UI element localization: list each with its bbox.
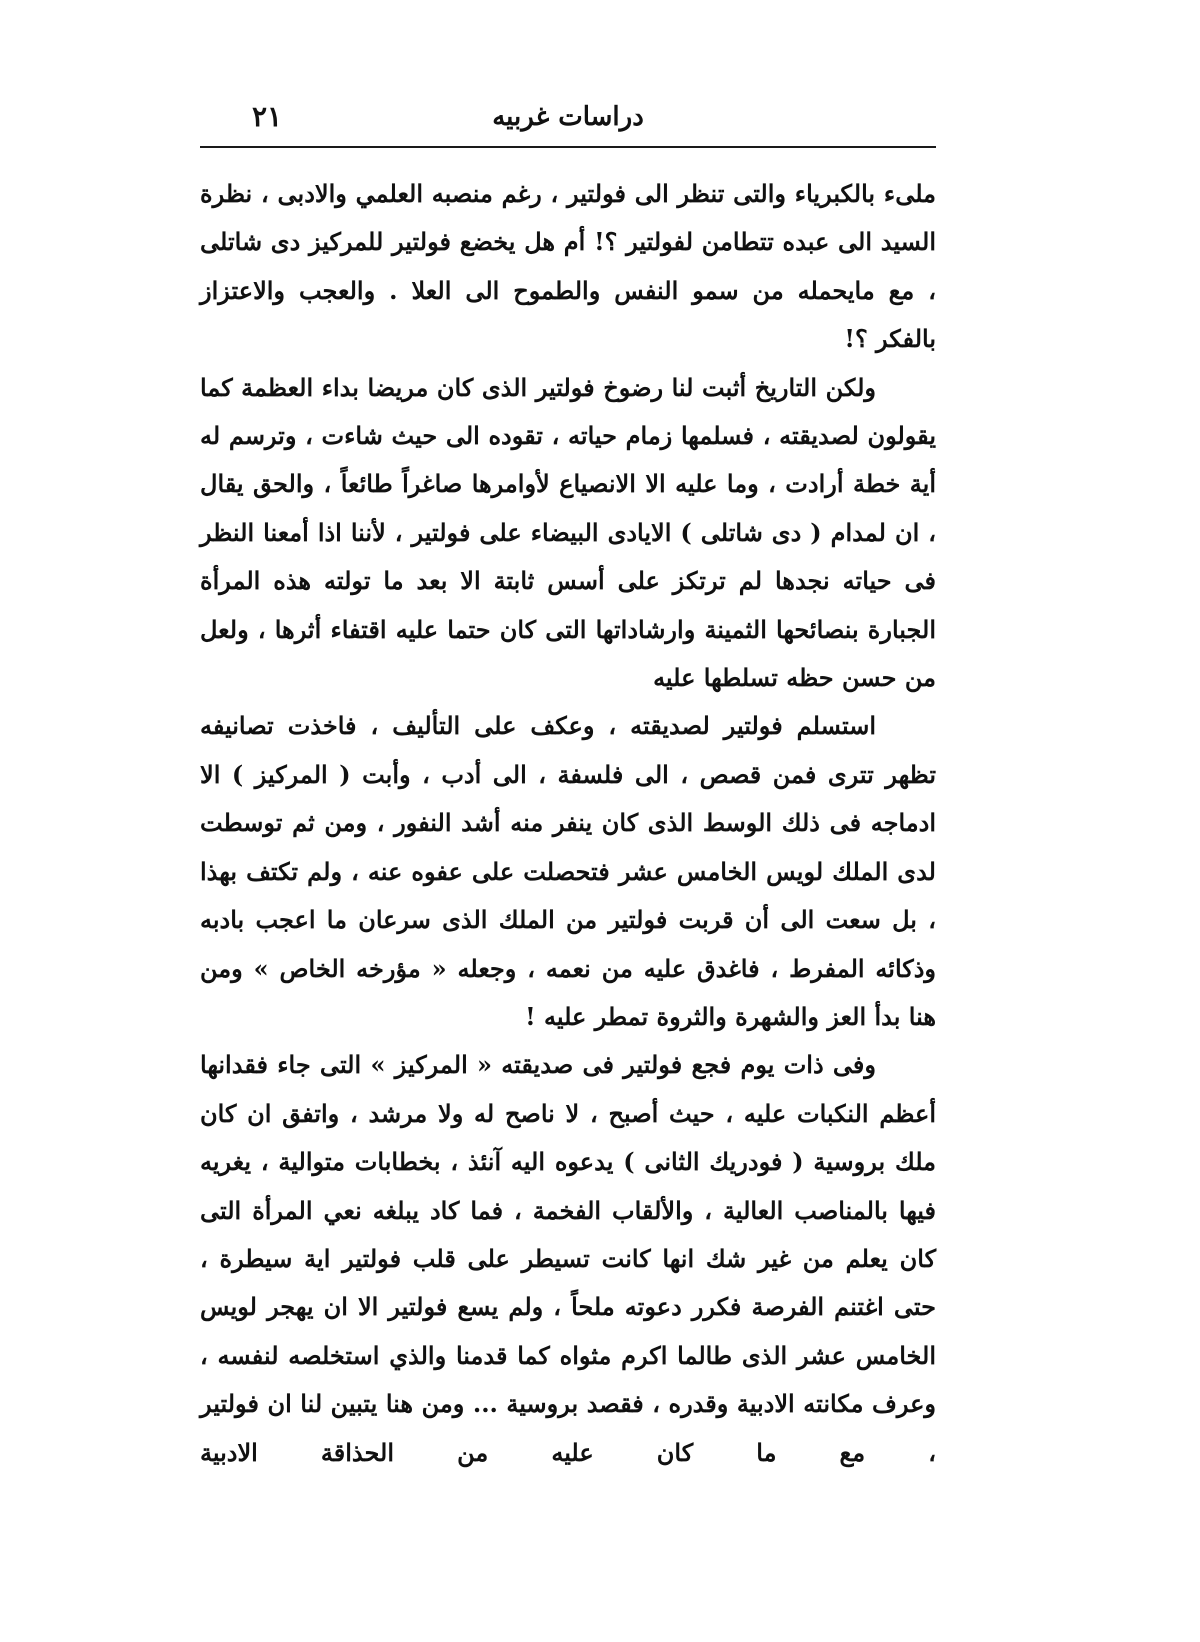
book-page xyxy=(200,96,936,1616)
running-title: دراسات غربيه xyxy=(492,102,644,132)
body-text xyxy=(200,170,936,1477)
paragraph-2: ولكن التاريخ أثبت لنا رضوخ فولتير الذى كان مريضا بداء العظمة كما يقولون لصديقته ، فسلمها زمام حياته ، تقوده الى حيث شاءت ، وترسم له أية خطة أرادت ، وما عليه الا الانصياع لأوامرها صاغراً طائعاً ، والحق يقال ، ان لمدام ( دى شاتلى ) الايادى البيضاء على فولتير ، لأننا اذا أمعنا النظر فى حياته نجدها لم ترتكز على أسس ثابتة الا بعد ما تولته هذه المرأة الجبارة بنصائحها الثمينة وارشاداتها التى كان حتما عليه اقتفاء أثرها ، ولعل من حسن حظه تسلطها عليه xyxy=(200,372,936,693)
page-number: ٢١ xyxy=(252,100,283,133)
running-header xyxy=(200,96,936,148)
paragraph-4: وفى ذات يوم فجع فولتير فى صديقته « المركيز » التى جاء فقدانها أعظم النكبات عليه ، حيث أصبح ، لا ناصح له ولا مرشد ، واتفق ان كان ملك بروسية ( فودريك الثانى ) يدعوه اليه آنئذ ، بخطابات متوالية ، يغريه فيها بالمناصب العالية ، والألقاب الفخمة ، فما كاد يبلغه نعي المرأة التى كان يعلم من غير شك انها كانت تسيطر على قلب فولتير اية سيطرة ، حتى اغتنم الفرصة فكرر دعوته ملحاً ، ولم يسع فولتير الا ان يهجر لويس الخامس عشر الذى طالما اكرم مثواه كما قدمنا والذي استخلصه لنفسه ، وعرف مكانته الادبية وقدره ، فقصد بروسية ... ومن هنا يتبين لنا ان فولتير ، مع ما كان عليه من الحذاقة الادبية xyxy=(200,1050,936,1467)
paragraph-3: استسلم فولتير لصديقته ، وعكف على التأليف ، فاخذت تصانيفه تظهر تترى فمن قصص ، الى فلسفة ، الى أدب ، وأبت ( المركيز ) الا ادماجه فى ذلك الوسط الذى كان ينفر منه أشد النفور ، ومن ثم توسطت لدى الملك لويس الخامس عشر فتحصلت على عفوه عنه ، ولم تكتف بهذا ، بل سعت الى أن قربت فولتير من الملك الذى سرعان ما اعجب بادبه وذكائه المفرط ، فاغدق عليه من نعمه ، وجعله « مؤرخه الخاص » ومن هنا بدأ العز والشهرة والثروة تمطر عليه ! xyxy=(200,711,936,1031)
paragraph-1: ملىء بالكبرياء والتى تنظر الى فولتير ، رغم منصبه العلمي والادبى ، نظرة السيد الى عبده تتطامن لفولتير ؟! أم هل يخضع فولتير للمركيز دى شاتلى ، مع مايحمله من سمو النفس والطموح الى العلا . والعجب والاعتزاز بالفكر ؟! xyxy=(200,179,936,354)
